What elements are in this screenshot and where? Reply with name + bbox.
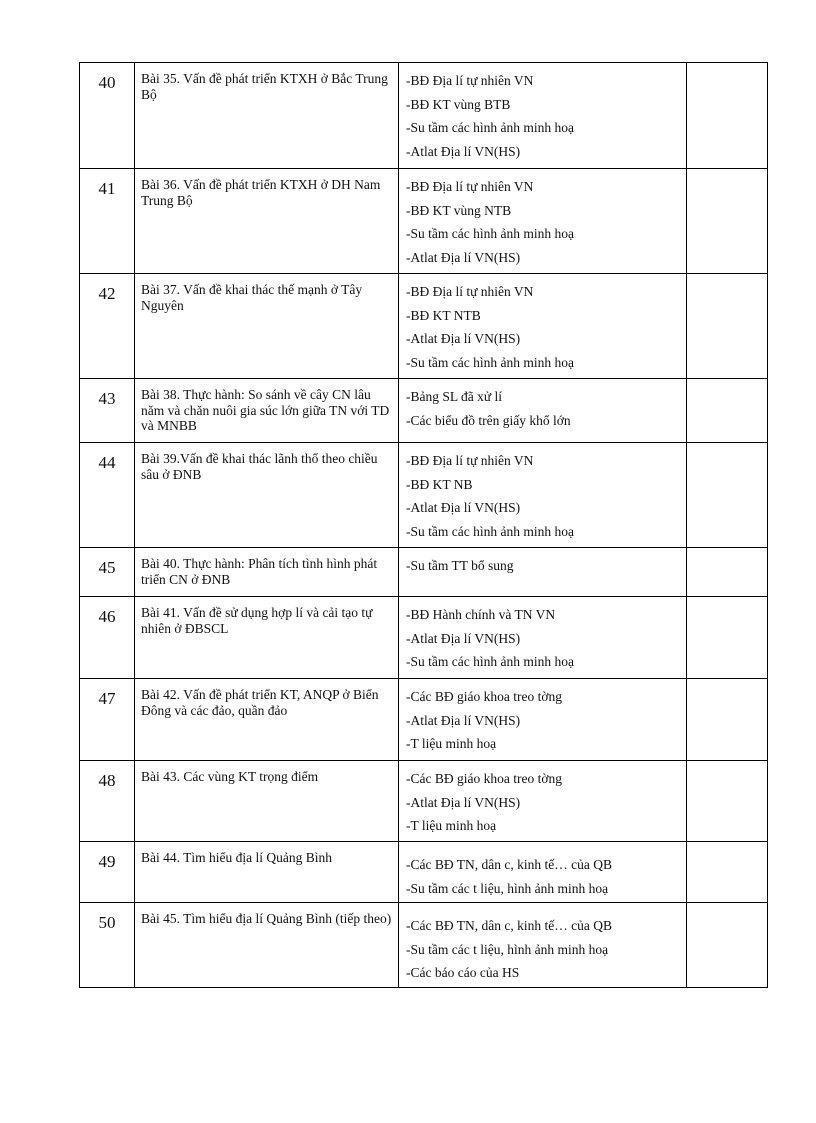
equipment-cell bbox=[399, 679, 687, 761]
note-cell bbox=[687, 842, 768, 903]
lesson-title: Bài 36. Vấn đề phát triển KTXH ở DH Nam Trung Bộ bbox=[135, 169, 399, 274]
equipment-item: -Su tầm các hình ảnh minh hoạ bbox=[406, 523, 574, 539]
lesson-title: Bài 45. Tìm hiểu địa lí Quảng Bình (tiếp theo) bbox=[135, 903, 399, 988]
lesson-title: Bài 39.Vấn đề khai thác lãnh thổ theo chiều sâu ở ĐNB bbox=[135, 443, 399, 548]
table-row bbox=[80, 679, 768, 761]
lesson-title: Bài 37. Vấn đề khai thác thế mạnh ở Tây Nguyên bbox=[135, 274, 399, 379]
table-row bbox=[80, 842, 768, 903]
lesson-number: 42 bbox=[80, 274, 135, 379]
table-row bbox=[80, 169, 768, 274]
equipment-item: -Các BĐ giáo khoa treo tờng bbox=[406, 689, 562, 704]
table-row bbox=[80, 548, 768, 597]
equipment-cell bbox=[399, 842, 687, 903]
lesson-title: Bài 43. Các vùng KT trọng điểm bbox=[135, 761, 399, 842]
lesson-title: Bài 44. Tìm hiểu địa lí Quảng Bình bbox=[135, 842, 399, 903]
table-row bbox=[80, 379, 768, 443]
equipment-item: -Atlat Địa lí VN(HS) bbox=[406, 331, 521, 346]
lesson-number: 43 bbox=[80, 379, 135, 443]
equipment-item: -Atlat Địa lí VN(HS) bbox=[406, 794, 521, 810]
note-cell bbox=[687, 379, 768, 443]
equipment-item: -Atlat Địa lí VN(HS) bbox=[406, 630, 521, 646]
equipment-cell bbox=[399, 443, 687, 548]
equipment-item: -Su tầm TT bổ sung bbox=[406, 558, 514, 573]
table-row bbox=[80, 597, 768, 679]
note-cell bbox=[687, 597, 768, 679]
note-cell bbox=[687, 169, 768, 274]
equipment-item: -Atlat Địa lí VN(HS) bbox=[406, 249, 521, 265]
equipment-cell bbox=[399, 274, 687, 379]
equipment-item: -Su tầm các hình ảnh minh hoạ bbox=[406, 120, 574, 135]
equipment-cell bbox=[399, 379, 687, 443]
equipment-item: -BĐ Hành chính và TN VN bbox=[406, 607, 556, 622]
equipment-item: -Các biểu đồ trên giấy khổ lớn bbox=[406, 412, 571, 428]
note-cell bbox=[687, 443, 768, 548]
table-row bbox=[80, 63, 768, 169]
equipment-item: -T liệu minh hoạ bbox=[406, 736, 497, 751]
lesson-number: 48 bbox=[80, 761, 135, 842]
equipment-item: -Các BĐ TN, dân c, kinh tế… của QB bbox=[406, 857, 612, 872]
lesson-title: Bài 41. Vấn đề sử dụng hợp lí và cải tạo tự nhiên ở ĐBSCL bbox=[135, 597, 399, 679]
table-row bbox=[80, 761, 768, 842]
equipment-item: -Su tầm các hình ảnh minh hoạ bbox=[406, 226, 574, 241]
equipment-item: -Su tầm các hình ảnh minh hoạ bbox=[406, 654, 574, 669]
equipment-item: -Su tầm các t liệu, hình ảnh minh hoạ bbox=[406, 941, 609, 957]
equipment-item: -Atlat Địa lí VN(HS) bbox=[406, 143, 521, 159]
equipment-item: -Atlat Địa lí VN(HS) bbox=[406, 500, 521, 515]
lesson-number: 49 bbox=[80, 842, 135, 903]
note-cell bbox=[687, 903, 768, 988]
equipment-cell bbox=[399, 548, 687, 597]
equipment-cell bbox=[399, 761, 687, 842]
equipment-item: -BĐ KT vùng NTB bbox=[406, 202, 512, 218]
table-row bbox=[80, 903, 768, 988]
equipment-item: -BĐ Địa lí tự nhiên VN bbox=[406, 73, 534, 88]
note-cell bbox=[687, 63, 768, 169]
equipment-item: -BĐ KT NTB bbox=[406, 307, 481, 323]
equipment-item: -Các báo cáo của HS bbox=[406, 965, 520, 980]
lesson-number: 45 bbox=[80, 548, 135, 597]
lesson-title: Bài 38. Thực hành: So sánh về cây CN lâu năm và chăn nuôi gia súc lớn giữa TN với TD và MNBB bbox=[135, 379, 399, 443]
equipment-item: -BĐ Địa lí tự nhiên VN bbox=[406, 284, 534, 299]
table-row bbox=[80, 274, 768, 379]
lesson-number: 40 bbox=[80, 63, 135, 169]
equipment-cell bbox=[399, 597, 687, 679]
equipment-item: -T liệu minh hoạ bbox=[406, 818, 497, 833]
lesson-plan-table bbox=[79, 62, 768, 988]
equipment-item: -Các BĐ TN, dân c, kinh tế… của QB bbox=[406, 918, 612, 933]
equipment-cell bbox=[399, 63, 687, 169]
lesson-title: Bài 42. Vấn đề phát triển KT, ANQP ở Biển Đông và các đảo, quần đảo bbox=[135, 679, 399, 761]
equipment-item: -Các BĐ giáo khoa treo tờng bbox=[406, 771, 562, 786]
lesson-number: 41 bbox=[80, 169, 135, 274]
equipment-item: -Su tầm các t liệu, hình ảnh minh hoạ bbox=[406, 880, 609, 896]
equipment-item: -Bảng SL đã xử lí bbox=[406, 389, 503, 404]
equipment-item: -Su tầm các hình ảnh minh hoạ bbox=[406, 354, 574, 370]
note-cell bbox=[687, 274, 768, 379]
equipment-item: -BĐ Địa lí tự nhiên VN bbox=[406, 453, 534, 468]
note-cell bbox=[687, 548, 768, 597]
lesson-number: 47 bbox=[80, 679, 135, 761]
equipment-item: -BĐ Địa lí tự nhiên VN bbox=[406, 179, 534, 194]
equipment-item: -Atlat Địa lí VN(HS) bbox=[406, 712, 521, 728]
equipment-item: -BĐ KT NB bbox=[406, 476, 473, 492]
equipment-item: -BĐ KT vùng BTB bbox=[406, 96, 511, 112]
equipment-cell bbox=[399, 903, 687, 988]
lesson-number: 44 bbox=[80, 443, 135, 548]
note-cell bbox=[687, 761, 768, 842]
table-row bbox=[80, 443, 768, 548]
equipment-cell bbox=[399, 169, 687, 274]
lesson-number: 50 bbox=[80, 903, 135, 988]
lesson-number: 46 bbox=[80, 597, 135, 679]
note-cell bbox=[687, 679, 768, 761]
lesson-title: Bài 40. Thực hành: Phân tích tình hình phát triển CN ở ĐNB bbox=[135, 548, 399, 597]
lesson-title: Bài 35. Vấn đề phát triển KTXH ở Bắc Trung Bộ bbox=[135, 63, 399, 169]
